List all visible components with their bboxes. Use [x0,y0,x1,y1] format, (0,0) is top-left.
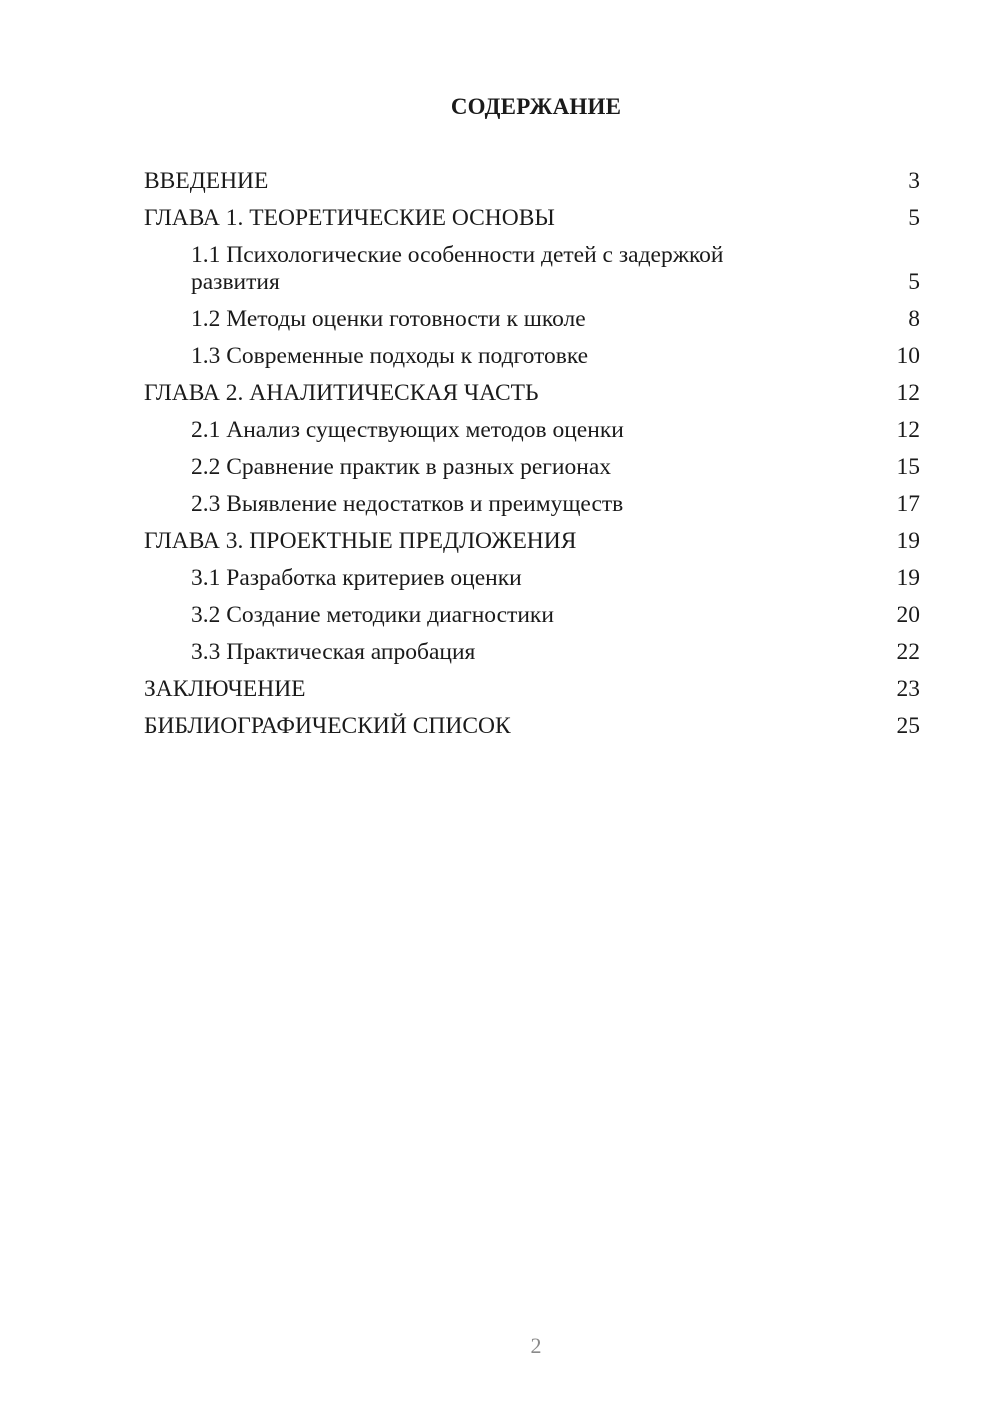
toc-entry-section-3-1[interactable] [144,565,920,592]
toc-entry-page: 22 [896,639,920,665]
toc-entry-text: БИБЛИОГРАФИЧЕСКИЙ СПИСОК [144,713,511,739]
toc-entry-page: 20 [896,602,920,628]
toc-entry-text: 3.2 Создание методики диагностики [191,602,554,628]
toc-entry-page: 15 [896,454,920,480]
toc-entry-section-2-3[interactable] [144,491,920,518]
toc-entry-text: ГЛАВА 1. ТЕОРЕТИЧЕСКИЕ ОСНОВЫ [144,205,555,231]
toc-entry-text: 1.2 Методы оценки готовности к школе [191,306,586,332]
toc-entry-text: 1.1 Психологические особенности детей с задержкой развития [191,242,724,295]
toc-entry-text: 2.2 Сравнение практик в разных регионах [191,454,611,480]
toc-entry-page: 5 [908,269,920,295]
toc-entry-text: ЗАКЛЮЧЕНИЕ [144,676,306,702]
toc-entry-chapter-2[interactable] [144,380,920,407]
toc-entry-page: 8 [908,306,920,332]
toc-entry-text: ГЛАВА 2. АНАЛИТИЧЕСКАЯ ЧАСТЬ [144,380,539,406]
toc-entry-page: 12 [896,380,920,406]
toc-entry-page: 3 [908,168,920,194]
toc-entry-text: 2.3 Выявление недостатков и преимуществ [191,491,624,517]
page-title: СОДЕРЖАНИЕ [450,94,622,119]
toc-entry-page: 25 [896,713,920,739]
toc-entry-page: 12 [896,417,920,443]
toc-entry-section-1-2[interactable] [144,306,920,333]
table-of-contents [144,168,920,750]
toc-entry-section-2-1[interactable] [144,417,920,444]
toc-entry-text: 3.3 Практическая апробация [191,639,476,665]
toc-entry-bibliography[interactable] [144,713,920,740]
toc-entry-page: 17 [896,491,920,517]
toc-entry-conclusion[interactable] [144,676,920,703]
toc-entry-text: ВВЕДЕНИЕ [144,168,269,194]
toc-entry-text: ГЛАВА 3. ПРОЕКТНЫЕ ПРЕДЛОЖЕНИЯ [144,528,577,554]
toc-entry-chapter-1[interactable] [144,205,920,232]
toc-entry-page: 19 [896,528,920,554]
toc-entry-section-3-3[interactable] [144,639,920,666]
toc-entry-introduction[interactable] [144,168,920,195]
toc-entry-chapter-3[interactable] [144,528,920,555]
toc-entry-section-1-3[interactable] [144,343,920,370]
toc-entry-section-1-1[interactable] [144,242,920,296]
toc-entry-section-2-2[interactable] [144,454,920,481]
toc-entry-page: 19 [896,565,920,591]
toc-entry-page: 10 [896,343,920,369]
toc-entry-text: 3.1 Разработка критериев оценки [191,565,522,591]
toc-entry-text: 2.1 Анализ существующих методов оценки [191,417,624,443]
toc-entry-page: 5 [908,205,920,231]
page-number: 2 [530,1333,542,1358]
toc-entry-page: 23 [896,676,920,702]
toc-entry-section-3-2[interactable] [144,602,920,629]
toc-entry-text: 1.3 Современные подходы к подготовке [191,343,589,369]
